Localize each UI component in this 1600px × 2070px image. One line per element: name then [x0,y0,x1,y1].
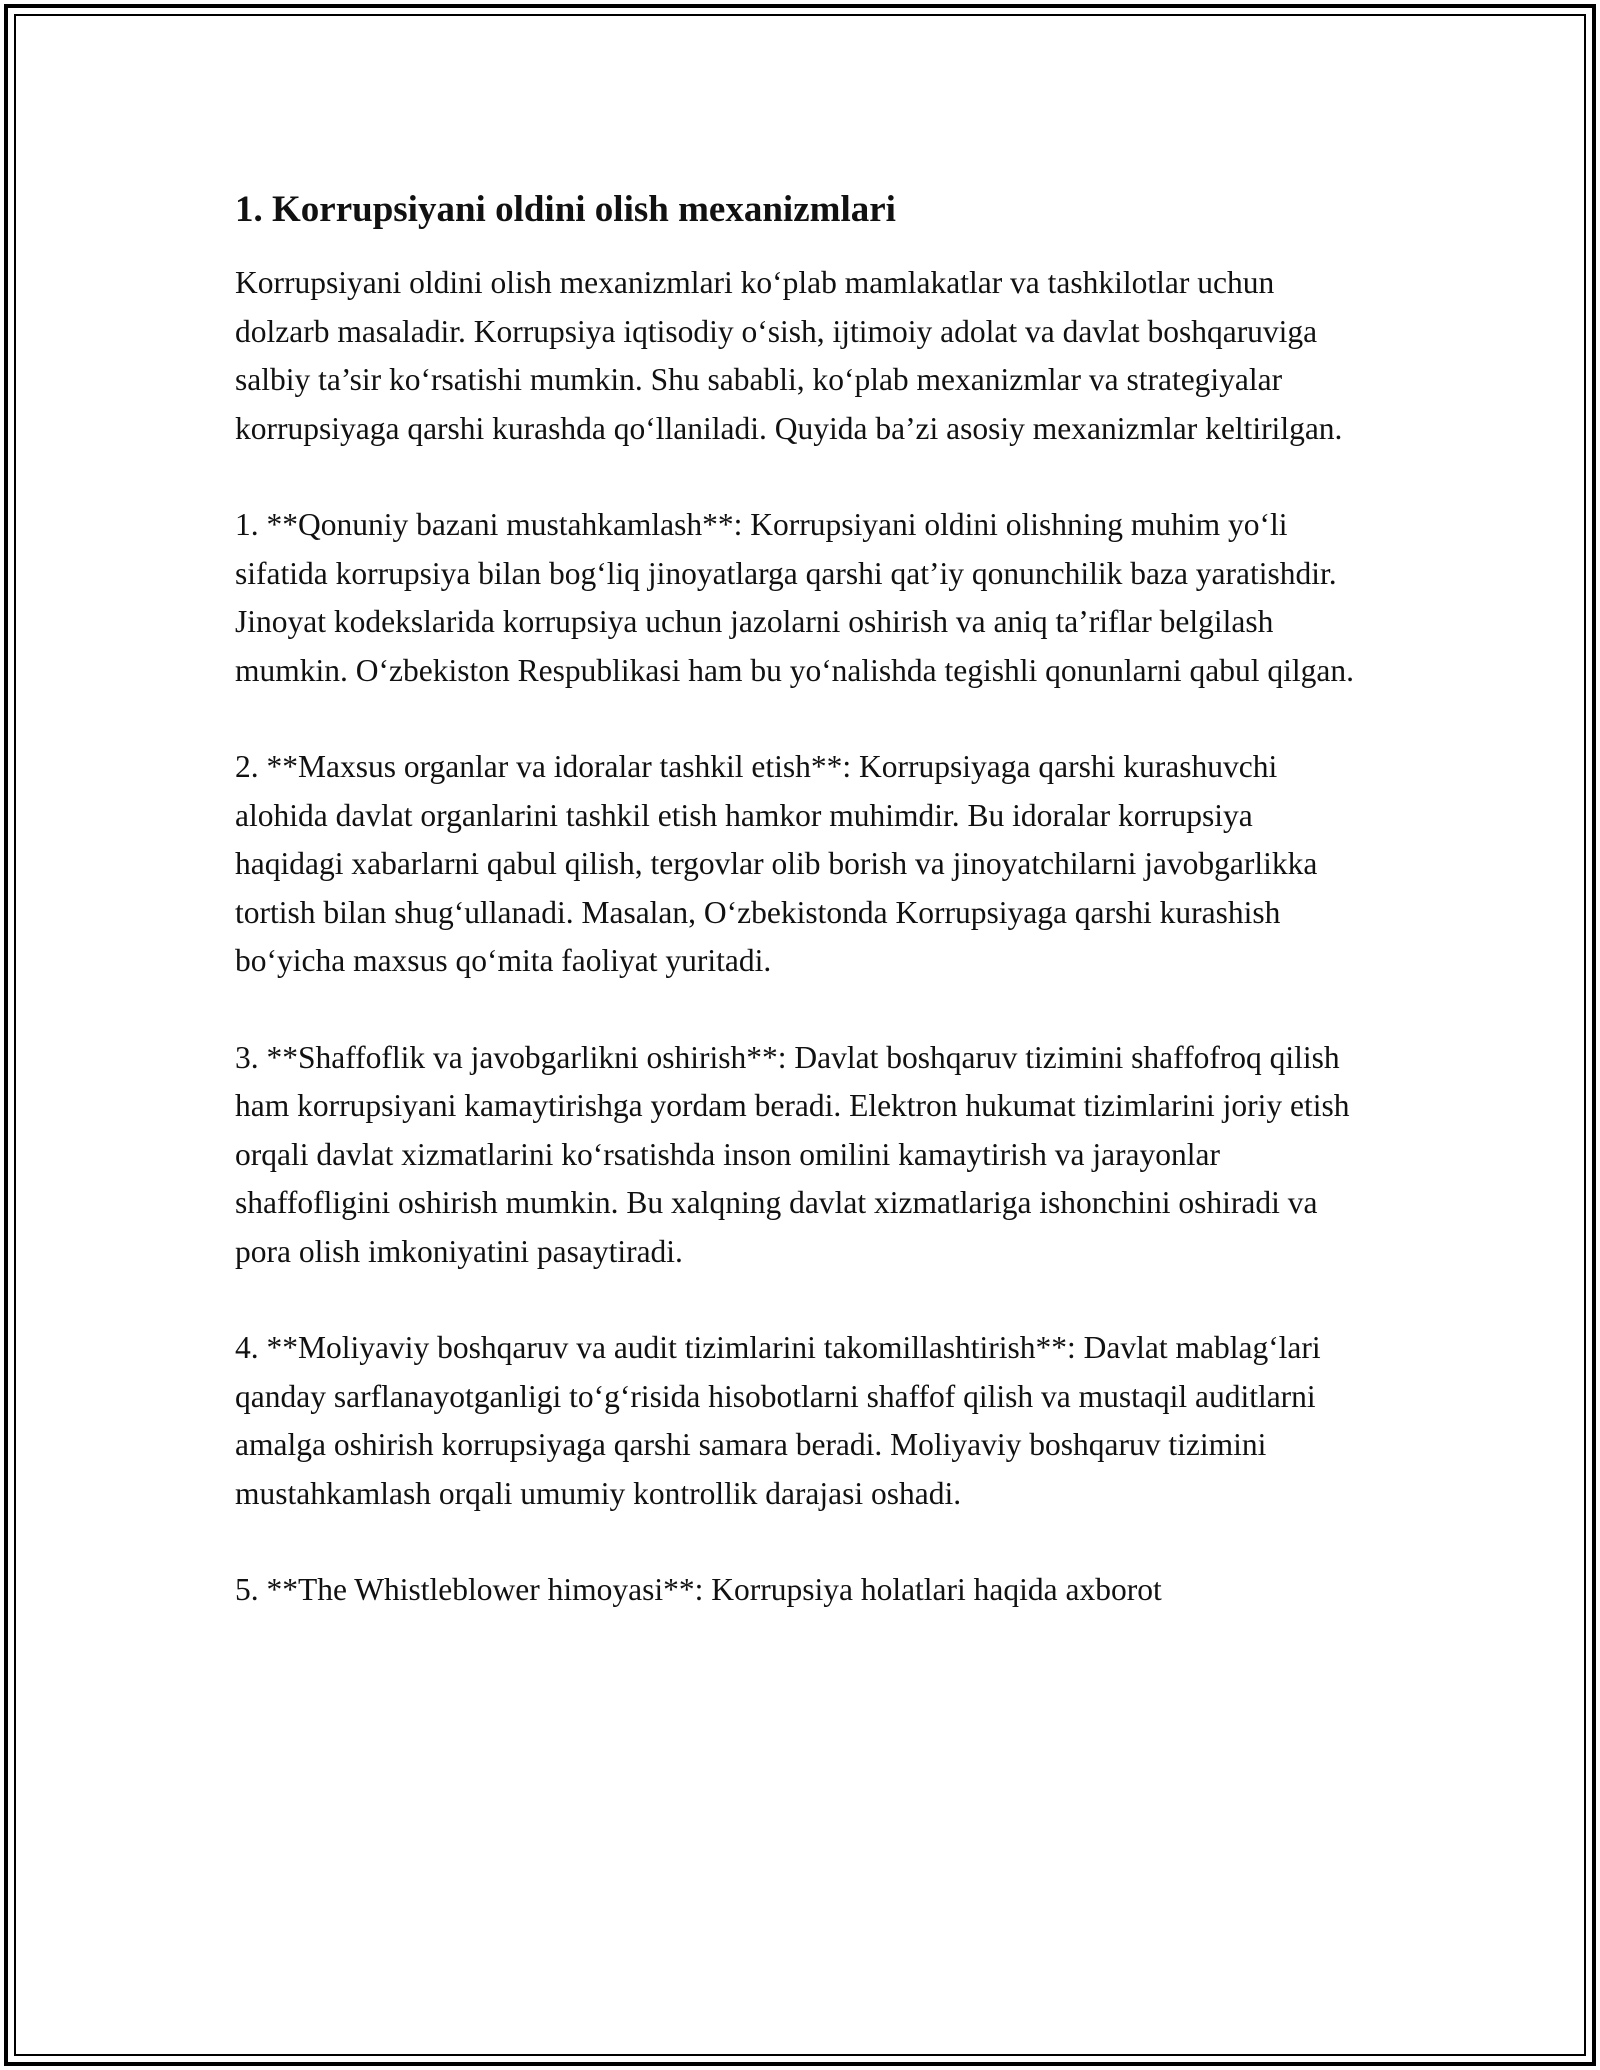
intro-paragraph: Korrupsiyani oldini olish mexanizmlari ko‘plab mamlakatlar va tashkilotlar uchun dolzarb masaladir. Korrupsiya iqtisodiy o‘sish, ijtimoiy adolat va davlat boshqaruviga salbiy ta’sir ko‘rsatishi mumkin. Shu sababli, ko‘plab mexanizmlar va strategiyalar korrupsiyaga qarshi kurashda qo‘llaniladi. Quyida ba’zi asosiy mexanizmlar keltirilgan. [235,265,1343,446]
paragraph-item-5: 5. **The Whistleblower himoyasi**: Korrupsiya holatlari haqida axborot [235,1572,1162,1607]
paragraph-item-3: 3. **Shaffoflik va javobgarlikni oshirish**: Davlat boshqaruv tizimini shaffofroq qilish ham korrupsiyani kamaytirishga yordam beradi. Elektron hukumat tizimlarini joriy etish orqali davlat xizmatlarini ko‘rsatishda inson omilini kamaytirish va jarayonlar shaffofligini oshirish mumkin. Bu xalqning davlat xizmatlariga ishonchini oshiradi va pora olish imkoniyatini pasaytiradi. [235,1039,1350,1269]
paragraph-item-4: 4. **Moliyaviy boshqaruv va audit tizimlarini takomillashtirish**: Davlat mablag‘lari qanday sarflanayotganligi to‘g‘risida hisobotlarni shaffof qilish va mustaqil auditlarni amalga oshirish korrupsiyaga qarshi samara beradi. Moliyaviy boshqaruv tizimini mustahkamlash orqali umumiy kontrollik darajasi oshadi. [235,1330,1321,1511]
paragraph-item-1: 1. **Qonuniy bazani mustahkamlash**: Korrupsiyani oldini olishning muhim yo‘li sifatida korrupsiya bilan bog‘liq jinoyatlarga qarshi qat’iy qonunchilik baza yaratishdir. Jinoyat kodekslarida korrupsiya uchun jazolarni oshirish va aniq ta’riflar belgilash mumkin. O‘zbekiston Respublikasi ham bu yo‘nalishda tegishli qonunlarni qabul qilgan. [235,507,1354,688]
document-title: 1. Korrupsiyani oldini olish mexanizmlari [235,189,896,230]
paragraph-item-2: 2. **Maxsus organlar va idoralar tashkil etish**: Korrupsiyaga qarshi kurashuvchi alohida davlat organlarini tashkil etish hamkor muhimdir. Bu idoralar korrupsiya haqidagi xabarlarni qabul qilish, tergovlar olib borish va jinoyatchilarni javobgarlikka tortish bilan shug‘ullanadi. Masalan, O‘zbekistonda Korrupsiyaga qarshi kurashish bo‘yicha maxsus qo‘mita faoliyat yuritadi. [235,749,1318,978]
document-page [235,186,1355,1663]
document-body [235,259,1355,1615]
